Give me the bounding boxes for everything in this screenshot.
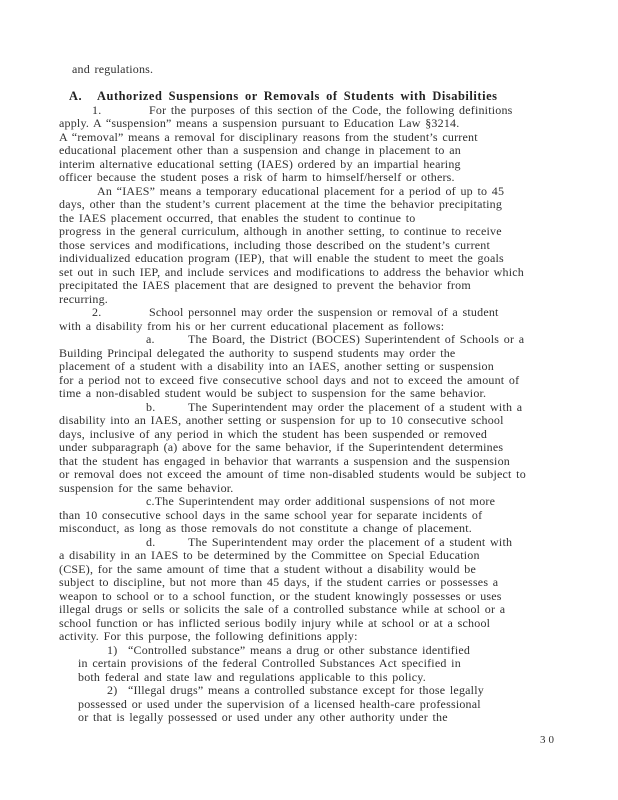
doc-line (59, 698, 569, 712)
list-label: 1) (107, 642, 118, 657)
doc-line (59, 104, 569, 118)
line-text: both federal and state law and regulations applicable to this policy. (78, 669, 426, 684)
doc-line (59, 536, 569, 550)
doc-line (59, 212, 569, 226)
line-text: educational placement other than a suspension and change in placement to an (59, 143, 461, 157)
doc-line (59, 428, 569, 442)
line-text: or that is legally possessed or used under any other authority under the (78, 710, 448, 724)
line-text: (CSE), for the same amount of time that a student without a disability would be (59, 561, 476, 576)
doc-line (59, 306, 569, 320)
doc-line (59, 279, 569, 293)
line-text: suspension for the same behavior. (59, 480, 234, 495)
line-text: “Illegal drugs” means a controlled substance except for those legally (128, 683, 484, 697)
doc-line (59, 684, 569, 698)
list-label: 1. (92, 102, 102, 117)
doc-line (59, 509, 569, 523)
line-text: disability into an IAES, another setting or suspension for up to 10 consecutive school (59, 413, 504, 427)
doc-line (59, 711, 569, 725)
list-label: a. (146, 332, 155, 346)
line-text: weapon to school or to a school function, or the student knowingly possesses or uses (59, 588, 502, 603)
line-text: The Board, the District (BOCES) Superintendent of Schools or a (188, 332, 525, 346)
line-text: progress in the general curriculum, although in another setting, to continue to receive (59, 224, 502, 238)
line-text: possessed or used under the supervision of a licensed health-care professional (78, 696, 481, 711)
line-text: those services and modifications, including those described on the student’s current (59, 237, 491, 252)
line-text: The Superintendent may order the placement of a student with a (188, 399, 523, 414)
line-text: in certain provisions of the federal Controlled Substances Act specified in (78, 656, 461, 670)
line-text: with a disability from his or her current educational placement as follows: (59, 318, 445, 333)
line-text: A “removal” means a removal for disciplinary reasons from the student’s current (59, 129, 478, 144)
doc-line (59, 455, 569, 469)
line-text: officer because the student poses a risk of harm to himself/herself or others. (59, 170, 455, 184)
line-text: misconduct, as long as those removals do not constitute a change of placement. (59, 521, 472, 535)
list-label: b. (146, 399, 156, 414)
line-text: time a non-disabled student would be subject to suspension for the same behavior. (59, 386, 487, 400)
doc-line (59, 549, 569, 563)
doc-line (59, 198, 569, 212)
doc-line (59, 576, 569, 590)
doc-line (59, 617, 569, 631)
line-text: apply. A “suspension” means a suspension pursuant to Education Law §3214. (59, 116, 460, 130)
line-text: School personnel may order the suspension or removal of a student (149, 305, 499, 319)
doc-line (59, 387, 569, 401)
line-text: subject to discipline, but not more than 45 days, if the student carries or possesses a (59, 575, 499, 589)
list-label: d. (146, 534, 156, 549)
doc-line (59, 293, 569, 307)
line-text: that the student has engaged in behavior that warrants a suspension and the suspension (59, 453, 510, 468)
line-text: or removal does not exceed the amount of time non-disabled students would be subject to (59, 467, 526, 481)
doc-line (59, 333, 569, 347)
doc-line (59, 657, 569, 671)
line-text: placement of a student with a disability into an IAES, another setting or suspension (59, 359, 494, 373)
doc-line (59, 63, 569, 77)
line-text: precipitated the IAES placement that are designed to prevent the behavior from (59, 278, 471, 292)
list-label: 2. (92, 305, 102, 319)
doc-line (59, 401, 569, 415)
doc-line (59, 468, 569, 482)
doc-line (59, 495, 569, 509)
doc-line (59, 414, 569, 428)
line-text: days, other than the student’s current placement at the time the behavior precipitating (59, 197, 503, 211)
doc-line (59, 131, 569, 145)
doc-line (59, 144, 569, 158)
line-text: the IAES placement occurred, that enables the student to continue to (59, 210, 416, 225)
doc-line (59, 563, 569, 577)
list-label: 2) (107, 683, 118, 697)
doc-line (59, 320, 569, 334)
line-text: a disability in an IAES to be determined by the Committee on Special Education (59, 548, 480, 562)
doc-line (59, 522, 569, 536)
line-text: under subparagraph (a) above for the same behavior, if the Superintendent determines (59, 440, 504, 454)
doc-line (59, 185, 569, 199)
doc-line (59, 360, 569, 374)
doc-line (59, 171, 569, 185)
page-number: 30 (540, 734, 557, 746)
line-text: The Superintendent may order the placement of a student with (188, 534, 513, 549)
doc-line (59, 374, 569, 388)
list-label: A. (69, 89, 83, 103)
doc-line (59, 630, 569, 644)
line-text: For the purposes of this section of the Code, the following definitions (149, 102, 513, 117)
doc-line (59, 482, 569, 496)
line-text: than 10 consecutive school days in the same school year for separate incidents of (59, 507, 483, 522)
doc-line (59, 603, 569, 617)
line-text: An “IAES” means a temporary educational placement for a period of up to 45 (97, 183, 505, 198)
doc-line (59, 347, 569, 361)
line-text: and regulations. (72, 62, 154, 76)
doc-line (59, 90, 569, 104)
doc-line (59, 158, 569, 172)
line-text: interim alternative educational setting (IAES) ordered by an impartial hearing (59, 156, 461, 171)
line-text: Building Principal delegated the authority to suspend students may order the (59, 345, 456, 360)
line-text: activity. For this purpose, the following definitions apply: (59, 629, 358, 643)
blank-line (59, 77, 569, 91)
line-text: days, inclusive of any period in which the student has been suspended or removed (59, 426, 488, 441)
doc-line (59, 252, 569, 266)
line-text: illegal drugs or sells or solicits the sale of a controlled substance while at school or a (59, 602, 506, 616)
line-text: c.The Superintendent may order additional suspensions of not more (146, 494, 496, 508)
doc-line (59, 239, 569, 253)
doc-line (59, 644, 569, 658)
line-text: Authorized Suspensions or Removals of Students with Disabilities (97, 89, 498, 103)
doc-line (59, 590, 569, 604)
line-text: “Controlled substance” means a drug or other substance identified (128, 642, 471, 657)
line-text: recurring. (59, 291, 108, 306)
doc-line (59, 225, 569, 239)
line-text: school function or has inflicted serious bodily injury while at school or at a school (59, 615, 491, 630)
line-text: for a period not to exceed five consecutive school days and not to exceed the amount of (59, 372, 520, 387)
doc-line (59, 441, 569, 455)
line-text: set out in such IEP, and include services and modifications to address the behavior which (59, 264, 524, 279)
doc-line (59, 266, 569, 280)
line-text: individualized education program (IEP), that will enable the student to meet the goals (59, 251, 504, 265)
document-body (59, 63, 569, 725)
doc-line (59, 671, 569, 685)
doc-line (59, 117, 569, 131)
